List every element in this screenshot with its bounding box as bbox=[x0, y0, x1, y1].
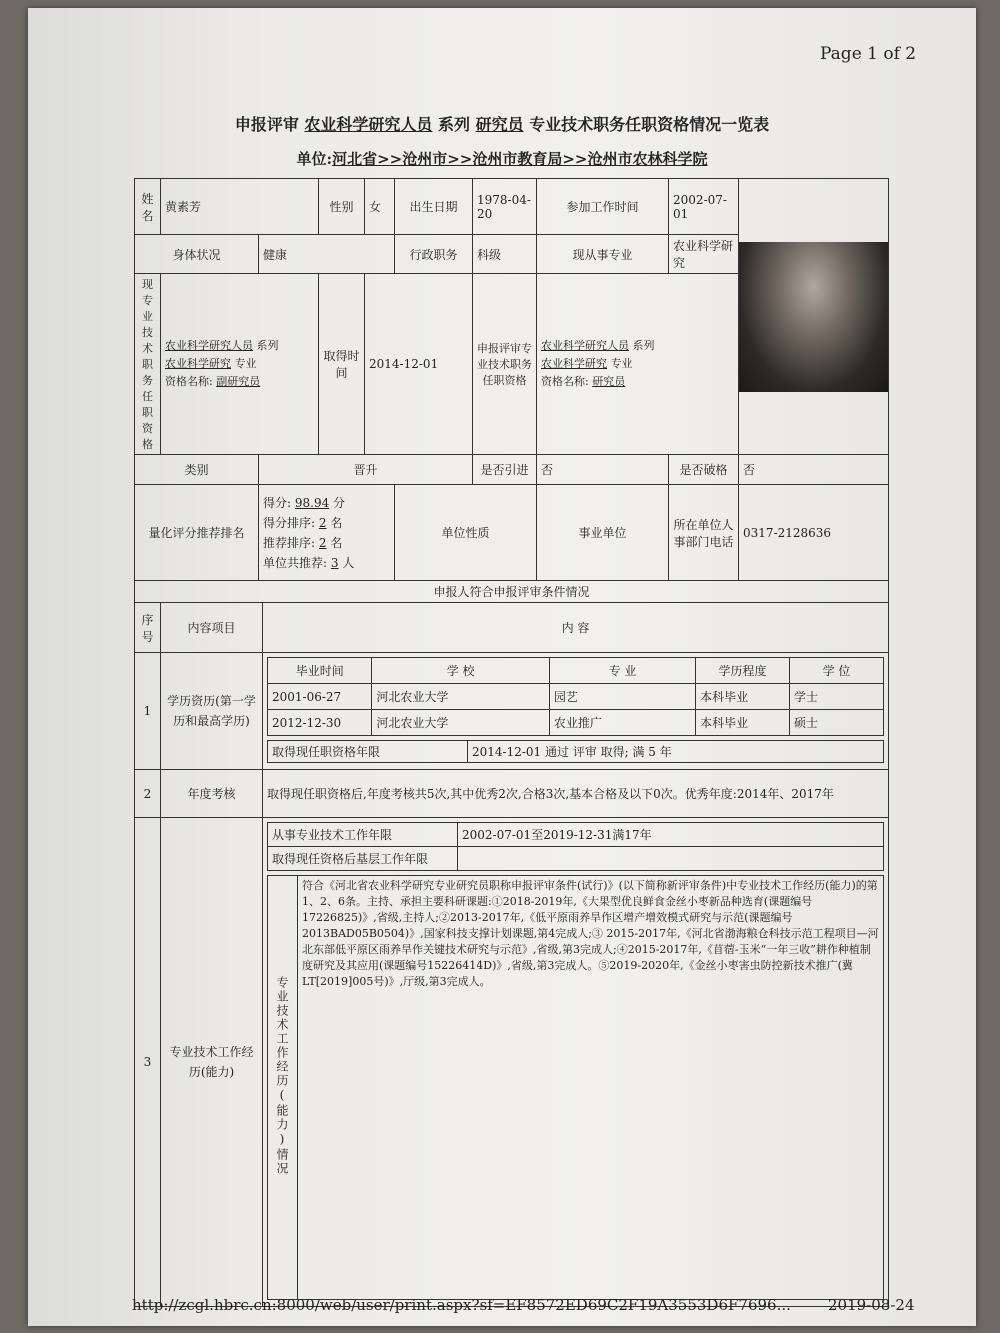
exception-label: 是否破格 bbox=[669, 455, 739, 485]
qual-years-value: 2014-12-01 通过 评审 取得; 满 5 年 bbox=[468, 741, 884, 763]
exp-years-table bbox=[267, 822, 884, 871]
exp-label: 专业技术工作经历(能力) bbox=[161, 818, 263, 1307]
score-detail: 得分: 98.94 分 得分排序: 2 名 推荐排序: 2 名 单位共推荐: 3 人 bbox=[259, 485, 395, 581]
edu-content bbox=[263, 653, 889, 770]
edu-table bbox=[267, 657, 884, 736]
edu-header-cell: 学历程度 bbox=[696, 658, 790, 684]
main-form bbox=[134, 178, 889, 1307]
work-start-label: 参加工作时间 bbox=[537, 179, 669, 235]
health-value: 健康 bbox=[259, 235, 395, 274]
category-label: 类别 bbox=[135, 455, 259, 485]
exp-years-label: 从事专业技术工作年限 bbox=[268, 823, 458, 847]
admin-label: 行政职务 bbox=[395, 235, 473, 274]
obtain-date: 2014-12-01 bbox=[365, 274, 473, 455]
hr-phone-label: 所在单位人事部门电话 bbox=[669, 485, 739, 581]
grad-date: 2001-06-27 bbox=[268, 684, 372, 710]
school: 河北农业大学 bbox=[372, 710, 549, 736]
grad-date: 2012-12-30 bbox=[268, 710, 372, 736]
col-item-header: 内容项目 bbox=[161, 603, 263, 653]
exp-text: 符合《河北省农业科学研究专业研究员职称申报评审条件(试行)》(以下简称新评审条件)中专业技术工作经历(能力)的第1、2、6条。主持、承担主要科研课题:①2018-2019年,《大果型优良鲜食金丝小枣新品种选育(课题编号17226825)》,省级,主持人;②2013-2017年,《低平原雨养旱作区增产增效模式研究与示范(课题编号2013BAD05B0504)》,国家科技支撑计划课题,第4完成人;③ 2015-2017年,《河北省渤海粮仓科技示范工程项目—河北东部低平原区雨养旱作关键技术研究与示范》,省级,第3完成人;④2015-2017年,《苜蓿-玉米“一年三收”耕作种植制度研究及其应用(课题编号15226414D)》,省级,第3完成人。⑤2019-2020年,《金丝小枣害虫防控新技术推广(冀LT[2019]005号)》,厅级,第3完成人。 bbox=[298, 876, 884, 1300]
edu-header-cell: 学 校 bbox=[372, 658, 549, 684]
major-value: 农业科学研究 bbox=[669, 235, 739, 274]
col-no-header: 序号 bbox=[135, 603, 161, 653]
table-row bbox=[268, 710, 884, 736]
gender-label: 性别 bbox=[319, 179, 365, 235]
name-value: 黄素芳 bbox=[161, 179, 319, 235]
edu-header-cell: 专 业 bbox=[549, 658, 695, 684]
document-title: 申报评审 农业科学研究人员 系列 研究员 专业技术职务任职资格情况一览表 bbox=[234, 115, 770, 134]
edu-level: 本科毕业 bbox=[696, 710, 790, 736]
intro-label: 是否引进 bbox=[473, 455, 537, 485]
exp-content bbox=[263, 818, 889, 1307]
health-label: 身体状况 bbox=[135, 235, 259, 274]
birth-label: 出生日期 bbox=[395, 179, 473, 235]
qual-years-table bbox=[267, 740, 884, 763]
unit-type-value: 事业单位 bbox=[537, 485, 669, 581]
score-label: 量化评分推荐排名 bbox=[135, 485, 259, 581]
current-qual-label: 现专业技术职务任职资格 bbox=[135, 274, 161, 455]
unit-line: 单位:河北省>>沧州市>>沧州市教育局>>沧州市农林科学院 bbox=[296, 150, 708, 168]
applied-qual-detail: 农业科学研究人员 系列 农业科学研究 专业 资格名称: 研究员 bbox=[537, 274, 739, 455]
degree: 学士 bbox=[790, 684, 884, 710]
edu-no: 1 bbox=[135, 653, 161, 770]
category-value: 晋升 bbox=[259, 455, 473, 485]
obtain-label: 取得时间 bbox=[319, 274, 365, 455]
annual-no: 2 bbox=[135, 770, 161, 818]
exception-value: 否 bbox=[739, 455, 889, 485]
unit-type-label: 单位性质 bbox=[395, 485, 537, 581]
footer-date: 2019-08-24 bbox=[828, 1296, 915, 1314]
exp-detail-table bbox=[267, 875, 884, 1300]
degree: 硕士 bbox=[790, 710, 884, 736]
edu-label: 学历资历(第一学历和最高学历) bbox=[161, 653, 263, 770]
col-content-header: 内 容 bbox=[263, 603, 889, 653]
intro-value: 否 bbox=[537, 455, 669, 485]
exp-years-value: 2002-07-01至2019-12-31满17年 bbox=[458, 823, 884, 847]
gender-value: 女 bbox=[365, 179, 395, 235]
page-number: Page 1 of 2 bbox=[820, 44, 917, 64]
admin-value: 科级 bbox=[473, 235, 537, 274]
qual-years-label: 取得现任职资格年限 bbox=[268, 741, 468, 763]
portrait-photo bbox=[739, 242, 888, 392]
edu-major: 园艺 bbox=[549, 684, 695, 710]
base-years-label: 取得现任资格后基层工作年限 bbox=[268, 847, 458, 871]
work-start-value: 2002-07-01 bbox=[669, 179, 739, 235]
footer-url: http://zcgl.hbrc.cn:8000/web/user/print.aspx?sf=EF8572ED69C2F19A3553D6F7696... bbox=[132, 1296, 791, 1314]
edu-major: 农业推广 bbox=[549, 710, 695, 736]
edu-level: 本科毕业 bbox=[696, 684, 790, 710]
annual-label: 年度考核 bbox=[161, 770, 263, 818]
hr-phone-value: 0317-2128636 bbox=[739, 485, 889, 581]
section-title: 申报人符合申报评审条件情况 bbox=[135, 581, 889, 603]
school: 河北农业大学 bbox=[372, 684, 549, 710]
photo bbox=[739, 179, 889, 455]
applied-qual-label: 申报评审专业技术职务任职资格 bbox=[473, 274, 537, 455]
edu-header-cell: 学 位 bbox=[790, 658, 884, 684]
exp-side-label: 专业技术工作经历(能力)情况 bbox=[268, 876, 298, 1300]
name-label: 姓名 bbox=[135, 179, 161, 235]
exp-no: 3 bbox=[135, 818, 161, 1307]
table-row bbox=[268, 684, 884, 710]
current-qual-detail: 农业科学研究人员 系列 农业科学研究 专业 资格名称: 副研究员 bbox=[161, 274, 319, 455]
document-page bbox=[28, 8, 976, 1326]
edu-header-cell: 毕业时间 bbox=[268, 658, 372, 684]
birth-value: 1978-04-20 bbox=[473, 179, 537, 235]
major-label: 现从事专业 bbox=[537, 235, 669, 274]
base-years-value bbox=[458, 847, 884, 871]
annual-text: 取得现任职资格后,年度考核共5次,其中优秀2次,合格3次,基本合格及以下0次。优秀年度:2014年、2017年 bbox=[263, 770, 889, 818]
